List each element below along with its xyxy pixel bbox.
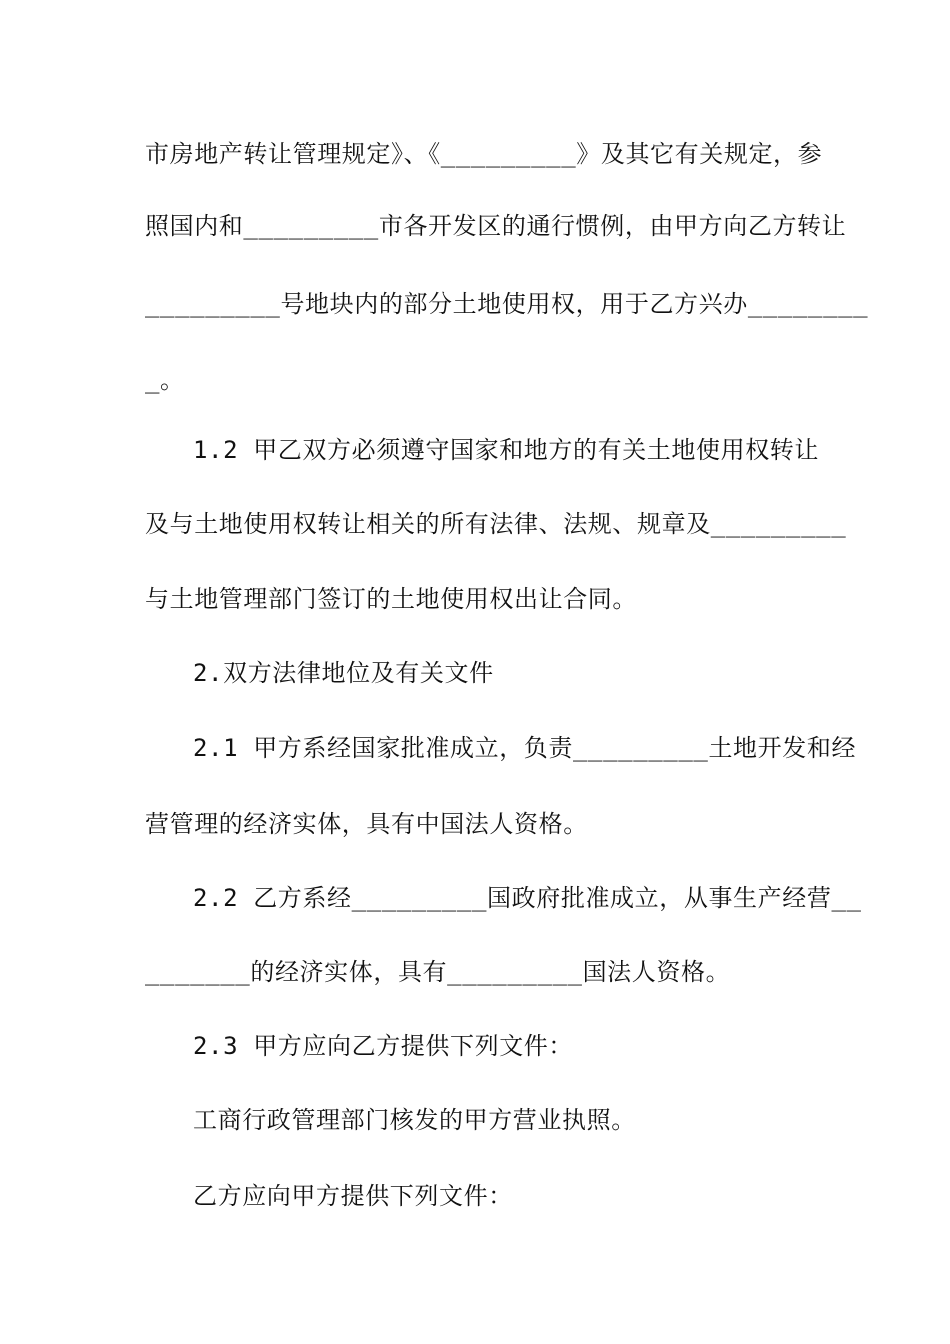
- paragraph-2-2-line: 2.2 乙方系经_________国政府批准成立，从事生产经营__: [193, 884, 862, 912]
- text-line: 及与土地使用权转让相关的所有法律、法规、规章及_________: [145, 510, 847, 538]
- paragraph-2-3-line: 2.3 甲方应向乙方提供下列文件：: [193, 1032, 573, 1060]
- text-line: _。: [145, 366, 185, 394]
- text-line: _________号地块内的部分土地使用权，用于乙方兴办________: [145, 290, 869, 318]
- text-line: 营管理的经济实体，具有中国法人资格。: [145, 810, 588, 838]
- section-heading-2: 2.双方法律地位及有关文件: [193, 659, 494, 687]
- text-line: 市房地产转让管理规定》、《_________》及其它有关规定，参: [145, 140, 823, 168]
- paragraph-1-2-line: 1.2 甲乙双方必须遵守国家和地方的有关土地使用权转让: [193, 436, 819, 464]
- paragraph-2-1-line: 2.1 甲方系经国家批准成立，负责_________土地开发和经: [193, 734, 857, 762]
- text-line: 工商行政管理部门核发的甲方营业执照。: [193, 1106, 636, 1134]
- text-line: 照国内和_________市各开发区的通行惯例，由甲方向乙方转让: [145, 212, 847, 240]
- text-line: _______的经济实体，具有_________国法人资格。: [145, 958, 731, 986]
- text-line: 与土地管理部门签订的土地使用权出让合同。: [145, 585, 637, 613]
- text-line: 乙方应向甲方提供下列文件：: [193, 1182, 513, 1210]
